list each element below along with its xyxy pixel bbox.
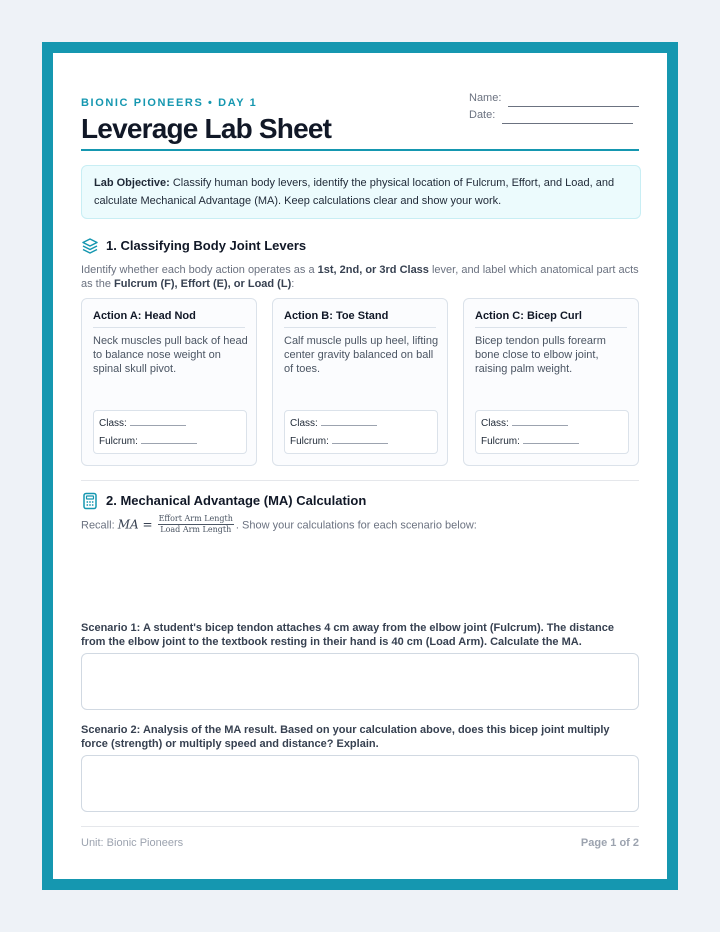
fulcrum-field[interactable]	[481, 435, 579, 449]
page-title: Leverage Lab Sheet	[81, 113, 332, 144]
layers-icon	[81, 237, 99, 255]
class-field[interactable]	[481, 417, 568, 431]
page-border-frame	[42, 42, 678, 890]
worksheet-page	[53, 53, 667, 879]
card-answer-fields	[93, 410, 247, 454]
date-line[interactable]	[502, 123, 633, 124]
class-field[interactable]	[99, 417, 186, 431]
class-line[interactable]	[512, 417, 568, 426]
objective-label: Lab Objective:	[94, 177, 170, 189]
intro-text: :	[291, 278, 295, 290]
card-action-c	[463, 298, 639, 466]
scenario-1-prompt: Scenario 1: A student's bicep tendon attaches 4 cm away from the elbow joint (Fulcrum). The distance from the elbow joint to the textbook resting in their hand is 40 cm (Load Arm). Calculate the MA.	[81, 622, 614, 648]
fulcrum-line[interactable]	[141, 435, 197, 444]
intro-emphasis-class: 1st, 2nd, or 3rd Class	[317, 264, 429, 276]
card-answer-fields	[284, 410, 438, 454]
date-label: Date:	[469, 109, 496, 121]
class-label: Class:	[481, 418, 509, 429]
name-line[interactable]	[508, 106, 639, 107]
section1-title: 1. Classifying Body Joint Levers	[106, 238, 307, 253]
footer-rule	[81, 826, 639, 827]
formula-denominator: Load Arm Length	[160, 525, 232, 534]
intro-emphasis-parts: Fulcrum (F), Effort (E), or Load (L)	[114, 278, 292, 290]
date-field[interactable]	[469, 109, 639, 126]
section2-title: 2. Mechanical Advantage (MA) Calculation	[106, 493, 367, 508]
class-line[interactable]	[130, 417, 186, 426]
intro-text: lever, and label which anatomical part acts as the	[81, 264, 639, 290]
formula-numerator: Effort Arm Length	[158, 514, 233, 523]
header-rule	[81, 149, 639, 151]
card-answer-fields	[475, 410, 629, 454]
section-divider	[81, 480, 639, 481]
section1-heading	[81, 236, 639, 256]
name-field[interactable]	[469, 92, 639, 109]
recall-tail: . Show your calculations for each scenario below:	[235, 519, 477, 532]
lab-objective-box	[81, 165, 641, 219]
recall-label: Recall:	[81, 519, 115, 532]
scenario-2-answer-box[interactable]	[81, 755, 639, 812]
name-date-block	[469, 92, 639, 126]
card-action-a	[81, 298, 257, 466]
class-line[interactable]	[321, 417, 377, 426]
card-description: Bicep tendon pulls forearm bone close to elbow joint, raising palm weight.	[475, 335, 606, 375]
lever-action-cards	[81, 298, 639, 466]
fulcrum-line[interactable]	[332, 435, 388, 444]
objective-text: Classify human body levers, identify the physical location of Fulcrum, Effort, and Load, and calculate Mechanical Advantage (MA). Keep calculations clear and show your work.	[94, 177, 615, 207]
fulcrum-label: Fulcrum:	[481, 436, 520, 447]
class-label: Class:	[99, 418, 127, 429]
card-title: Action C: Bicep Curl	[475, 310, 627, 328]
fulcrum-field[interactable]	[290, 435, 388, 449]
card-title: Action B: Toe Stand	[284, 310, 436, 328]
formula-lhs: MA =	[117, 517, 153, 532]
section1-intro	[81, 263, 639, 291]
footer-unit: Unit: Bionic Pioneers	[81, 837, 184, 849]
section2-heading	[81, 491, 639, 511]
card-description: Calf muscle pulls up heel, lifting center gravity balanced on ball of toes.	[284, 335, 439, 375]
fulcrum-line[interactable]	[523, 435, 579, 444]
class-label: Class:	[290, 418, 318, 429]
scenario-1-answer-box[interactable]	[81, 653, 639, 710]
card-description: Neck muscles pull back of head to balance nose weight on spinal skull pivot.	[93, 335, 248, 375]
unit-kicker: BIONIC PIONEERS • DAY 1	[81, 97, 258, 109]
fulcrum-field[interactable]	[99, 435, 197, 449]
ma-formula-recall	[81, 515, 639, 536]
intro-text: Identify whether each body action operates as a	[81, 264, 318, 276]
card-title: Action A: Head Nod	[93, 310, 245, 328]
fulcrum-label: Fulcrum:	[290, 436, 329, 447]
calculator-icon	[81, 492, 99, 510]
formula-fraction	[158, 514, 234, 535]
class-field[interactable]	[290, 417, 377, 431]
name-label: Name:	[469, 92, 502, 104]
footer-page-number: Page 1 of 2	[580, 837, 639, 849]
fulcrum-label: Fulcrum:	[99, 436, 138, 447]
scenario-2-prompt: Scenario 2: Analysis of the MA result. Based on your calculation above, does this bicep joint multiply force (strength) or multiply speed and distance? Explain.	[81, 724, 610, 750]
card-action-b	[272, 298, 448, 466]
